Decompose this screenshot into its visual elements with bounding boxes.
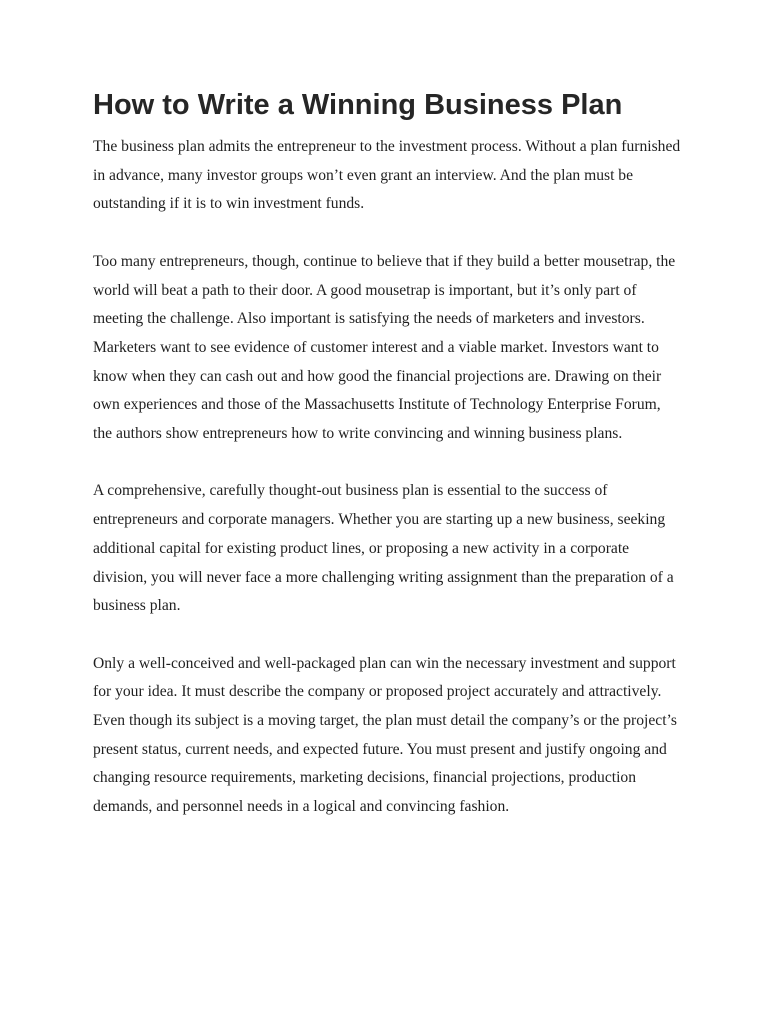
document-page bbox=[93, 86, 683, 851]
page-title: How to Write a Winning Business Plan bbox=[93, 89, 623, 121]
paragraph-2: Too many entrepreneurs, though, continue to believe that if they build a better mousetrap, the world will beat a path to their door. A good mousetrap is important, but it’s only part of meeting the challenge. Also important is satisfying the needs of marketers and investors. Marketers want to see evidence of customer interest and a viable market. Investors want to know when they can cash out and how good the financial projections are. Drawing on their own experiences and those of the Massachusetts Institute of Technology Enterprise Forum, the authors show entrepreneurs how to write convincing and winning business plans. bbox=[93, 252, 676, 443]
paragraph-1: The business plan admits the entrepreneur to the investment process. Without a plan furnished in advance, many investor groups won’t even grant an interview. And the plan must be outstanding if it is to win investment funds. bbox=[93, 138, 681, 213]
paragraph-4: Only a well-conceived and well-packaged plan can win the necessary investment and support for your idea. It must describe the company or proposed project accurately and attractively. Even though its subject is a moving target, the plan must detail the company’s or the project’s present status, current needs, and expected future. You must present and justify ongoing and changing resource requirements, marketing decisions, financial projections, production demands, and personnel needs in a logical and convincing fashion. bbox=[93, 654, 677, 816]
paragraph-3: A comprehensive, carefully thought-out business plan is essential to the success of entrepreneurs and corporate managers. Whether you are starting up a new business, seeking additional capital for existing product lines, or proposing a new activity in a corporate division, you will never face a more challenging writing assignment than the preparation of a business plan. bbox=[93, 482, 674, 615]
